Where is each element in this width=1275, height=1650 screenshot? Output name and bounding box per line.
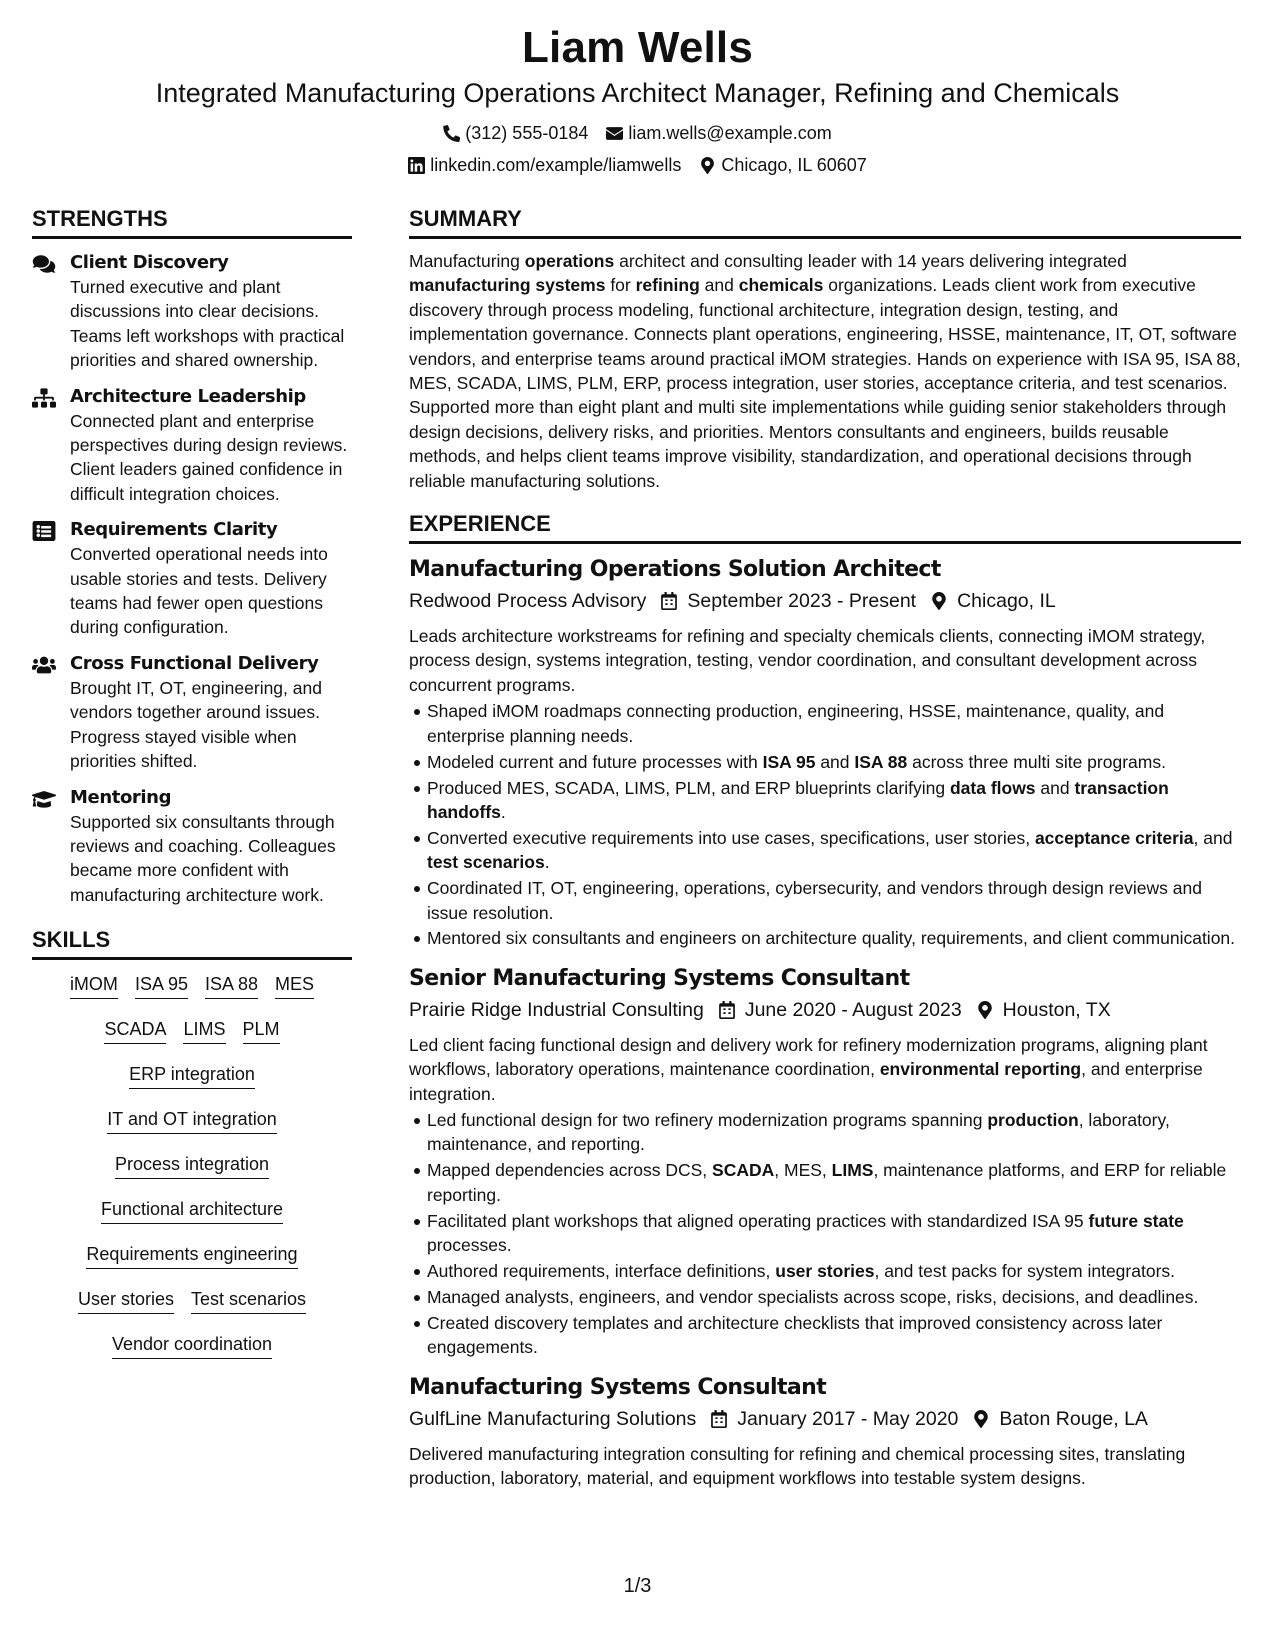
text-run: and bbox=[815, 751, 855, 772]
text-run: Mapped dependencies across DCS, bbox=[427, 1160, 713, 1181]
location-contact bbox=[699, 154, 866, 176]
strength-item bbox=[32, 652, 352, 774]
job-bullets bbox=[409, 699, 1241, 951]
bullet-item bbox=[427, 926, 1241, 950]
job-description bbox=[409, 1442, 1241, 1491]
job-meta bbox=[409, 997, 1241, 1023]
skill-tag: ISA 88 bbox=[205, 972, 258, 999]
bullet-item bbox=[427, 776, 1241, 825]
bullet-item bbox=[427, 1209, 1241, 1258]
emphasis-text: acceptance criteria bbox=[1034, 827, 1194, 848]
skills-list bbox=[32, 972, 352, 1377]
text-run: , laboratory, maintenance, and reporting. bbox=[427, 1110, 1170, 1155]
calendar-icon bbox=[718, 1001, 736, 1019]
skill-tag: User stories bbox=[78, 1287, 174, 1314]
text-run: processes. bbox=[427, 1235, 512, 1256]
skill-tag: Requirements engineering bbox=[86, 1242, 297, 1269]
graduation-cap-icon bbox=[32, 789, 56, 809]
left-column bbox=[32, 204, 352, 1377]
resume-header bbox=[0, 22, 1275, 176]
skill-tag: IT and OT integration bbox=[107, 1107, 276, 1134]
strength-item bbox=[32, 385, 352, 507]
map-marker-icon bbox=[972, 1410, 990, 1428]
text-run: Facilitated plant workshops that aligned operating practices with standardized ISA 95 bbox=[427, 1210, 1089, 1231]
text-run: , MES, bbox=[774, 1160, 832, 1181]
job-meta bbox=[409, 588, 1241, 614]
text-run: Modeled current and future processes with bbox=[427, 751, 763, 772]
job-location: Houston, TX bbox=[1002, 998, 1111, 1021]
candidate-name: Liam Wells bbox=[521, 23, 754, 72]
text-run: , and bbox=[1193, 827, 1233, 848]
strength-title: Requirements Clarity bbox=[70, 519, 278, 541]
skill-row bbox=[32, 1152, 352, 1197]
emphasis-text: future state bbox=[1088, 1210, 1184, 1231]
text-run: organizations. Leads client work from executive discovery through process modeling, functional architecture, integration design, testing, and implementation governance. Connects plant operations, engineering, HSSE, maintenance, IT, OT, software vendors, and enterprise teams around practical iMOM strategies. Hands on experience with ISA 95, ISA 88, MES, SCADA, LIMS, PLM, ERP, process integration, user stories, acceptance criteria, and test scenarios. Supported more than eight plant and multi site implementations while guiding senior stakeholders through design decisions, delivery risks, and priorities. Mentors consultants and engineers, builds reusable methods, and helps client teams improve visibility, standardization, and operational decisions through reliable manufacturing solutions. bbox=[409, 275, 1241, 491]
list-icon bbox=[32, 521, 56, 541]
emphasis-text: chemicals bbox=[738, 275, 824, 296]
job-title: Manufacturing Operations Solution Architect bbox=[409, 557, 941, 583]
skill-tag: Test scenarios bbox=[191, 1287, 306, 1314]
emphasis-text: operations bbox=[524, 251, 615, 271]
job-dates: June 2020 - August 2023 bbox=[744, 998, 962, 1021]
company-name: GulfLine Manufacturing Solutions bbox=[409, 1407, 697, 1430]
location-text: Chicago, IL 60607 bbox=[721, 155, 867, 175]
calendar-icon bbox=[660, 592, 678, 610]
text-run: . bbox=[500, 801, 506, 822]
skill-row bbox=[32, 1107, 352, 1152]
emphasis-text: refining bbox=[635, 275, 700, 296]
skill-row bbox=[32, 1332, 352, 1377]
strength-title: Architecture Leadership bbox=[70, 385, 306, 407]
text-run: Managed analysts, engineers, and vendor specialists across scope, risks, decisions, and deadlines. bbox=[427, 1286, 1199, 1307]
job-entry bbox=[409, 556, 1241, 951]
bullet-item bbox=[427, 699, 1241, 748]
text-run: for bbox=[605, 275, 636, 296]
linkedin-contact[interactable] bbox=[408, 154, 681, 176]
job-location: Chicago, IL bbox=[957, 590, 1056, 613]
skill-row bbox=[32, 1017, 352, 1062]
text-run: Leads architecture workstreams for refining and specialty chemicals clients, connecting iMOM strategy, process design, systems integration, testing, vendor coordination, and consultant development across concurrent programs. bbox=[409, 626, 1206, 695]
text-run: Shaped iMOM roadmaps connecting production, engineering, HSSE, maintenance, quality, and enterprise planning needs. bbox=[427, 701, 1165, 746]
skill-tag: Functional architecture bbox=[101, 1197, 283, 1224]
page-number: 1/3 bbox=[623, 1575, 652, 1597]
contact-row-1 bbox=[0, 122, 1275, 144]
map-marker-icon bbox=[930, 592, 948, 610]
job-entry bbox=[409, 1374, 1241, 1491]
text-run: Created discovery templates and architecture checklists that improved consistency across later engagements. bbox=[427, 1312, 1163, 1358]
strengths-heading: STRENGTHS bbox=[32, 204, 352, 239]
emphasis-text: ISA 88 bbox=[854, 751, 908, 772]
text-run: Authored requirements, interface definitions, bbox=[427, 1261, 776, 1281]
strength-title: Client Discovery bbox=[70, 252, 229, 273]
phone-contact[interactable] bbox=[443, 122, 588, 144]
job-meta bbox=[409, 1406, 1241, 1432]
skill-row bbox=[32, 972, 352, 1017]
strength-desc: Turned executive and plant discussions into clear decisions. Teams left workshops with practical priorities and shared ownership. bbox=[70, 277, 345, 371]
contact-row-2 bbox=[0, 154, 1275, 176]
emphasis-text: SCADA bbox=[712, 1160, 775, 1181]
strength-title: Cross Functional Delivery bbox=[70, 652, 319, 674]
job-title: Senior Manufacturing Systems Consultant bbox=[409, 965, 910, 991]
skill-row bbox=[32, 1242, 352, 1287]
bullet-item bbox=[427, 1108, 1241, 1157]
bullet-item bbox=[427, 1158, 1241, 1207]
emphasis-text: user stories bbox=[775, 1261, 875, 1281]
text-run: and bbox=[1035, 777, 1075, 798]
skill-tag: ERP integration bbox=[129, 1062, 255, 1089]
bullet-item bbox=[427, 1311, 1241, 1360]
strength-title: Mentoring bbox=[70, 786, 172, 808]
skill-row bbox=[32, 1287, 352, 1332]
linkedin-icon bbox=[408, 157, 425, 174]
skill-tag: LIMS bbox=[183, 1017, 225, 1044]
skill-tag: MES bbox=[275, 972, 314, 999]
strength-desc: Converted operational needs into usable stories and tests. Delivery teams had fewer open questions during configuration. bbox=[70, 544, 328, 638]
emphasis-text: test scenarios bbox=[427, 852, 545, 873]
phone-icon bbox=[443, 125, 460, 142]
experience-list bbox=[409, 556, 1241, 1490]
job-bullets bbox=[409, 1108, 1241, 1360]
company-name: Prairie Ridge Industrial Consulting bbox=[409, 998, 704, 1021]
text-run: Manufacturing bbox=[409, 251, 525, 271]
email-contact[interactable] bbox=[606, 122, 831, 144]
skill-row bbox=[32, 1197, 352, 1242]
text-run: Converted executive requirements into use cases, specifications, user stories, bbox=[427, 827, 1035, 848]
skill-tag: ISA 95 bbox=[135, 972, 188, 999]
experience-heading: EXPERIENCE bbox=[409, 509, 1241, 544]
text-run: Led functional design for two refinery modernization programs spanning bbox=[427, 1110, 988, 1131]
bullet-item bbox=[427, 750, 1241, 774]
skill-tag: Vendor coordination bbox=[112, 1332, 272, 1359]
company-name: Redwood Process Advisory bbox=[409, 590, 647, 613]
text-run: Mentored six consultants and engineers on architecture quality, requirements, and client communication. bbox=[427, 928, 1236, 949]
bullet-item bbox=[427, 1285, 1241, 1309]
bullet-item bbox=[427, 876, 1241, 925]
emphasis-text: manufacturing systems bbox=[409, 275, 606, 296]
emphasis-text: environmental reporting bbox=[879, 1059, 1082, 1080]
job-description bbox=[409, 1033, 1241, 1106]
job-title: Manufacturing Systems Consultant bbox=[409, 1374, 827, 1400]
emphasis-text: production bbox=[987, 1110, 1079, 1131]
skill-row bbox=[32, 1062, 352, 1107]
comments-icon bbox=[32, 254, 56, 274]
summary-heading: SUMMARY bbox=[409, 204, 1241, 239]
skill-tag: SCADA bbox=[104, 1017, 166, 1044]
job-dates: September 2023 - Present bbox=[687, 590, 917, 613]
right-column bbox=[409, 204, 1241, 1490]
strength-desc: Connected plant and enterprise perspectives during design reviews. Client leaders gained confidence in difficult integration choices. bbox=[70, 410, 348, 504]
bullet-item bbox=[427, 826, 1241, 875]
envelope-icon bbox=[606, 125, 623, 142]
strength-item bbox=[32, 518, 352, 640]
emphasis-text: data flows bbox=[949, 777, 1036, 798]
text-run: Produced MES, SCADA, LIMS, PLM, and ERP blueprints clarifying bbox=[427, 777, 950, 798]
job-location: Baton Rouge, LA bbox=[999, 1407, 1148, 1430]
text-run: , and test packs for system integrators. bbox=[874, 1261, 1176, 1281]
text-run: Led client facing functional design and delivery work for refinery modernization programs, aligning plant workflows, laboratory operations, maintenance coordination, bbox=[409, 1034, 1208, 1080]
phone-number: (312) 555-0184 bbox=[465, 123, 589, 143]
strength-item bbox=[32, 786, 352, 908]
summary-text bbox=[409, 249, 1241, 493]
job-dates: January 2017 - May 2020 bbox=[737, 1407, 959, 1430]
text-run: Delivered manufacturing integration consulting for refining and chemical processing sites, translating production, laboratory, material, and equipment workflows into testable system designs. bbox=[409, 1443, 1186, 1489]
linkedin-url: linkedin.com/example/liamwells bbox=[430, 155, 682, 175]
bullet-item bbox=[427, 1259, 1241, 1283]
job-description bbox=[409, 624, 1241, 697]
emphasis-text: ISA 95 bbox=[762, 751, 816, 772]
emphasis-text: transaction handoffs bbox=[427, 777, 1169, 822]
skill-tag: PLM bbox=[243, 1017, 280, 1044]
map-marker-icon bbox=[699, 157, 716, 174]
emphasis-text: LIMS bbox=[831, 1160, 874, 1181]
strength-desc: Brought IT, OT, engineering, and vendors together around issues. Progress stayed visible when priorities shifted. bbox=[70, 677, 322, 772]
job-entry bbox=[409, 965, 1241, 1360]
candidate-title: Integrated Manufacturing Operations Architect Manager, Refining and Chemicals bbox=[155, 78, 1120, 108]
map-marker-icon bbox=[976, 1001, 994, 1019]
text-run: across three multi site programs. bbox=[907, 751, 1166, 772]
sitemap-icon bbox=[32, 388, 56, 408]
email-address: liam.wells@example.com bbox=[628, 123, 832, 143]
calendar-icon bbox=[710, 1410, 728, 1428]
strength-desc: Supported six consultants through reviews and coaching. Colleagues became more confident with manufacturing architecture work. bbox=[70, 811, 336, 905]
text-run: . bbox=[544, 852, 550, 873]
skill-tag: Process integration bbox=[115, 1152, 269, 1179]
text-run: Coordinated IT, OT, engineering, operations, cybersecurity, and vendors through design reviews and issue resolution. bbox=[427, 878, 1202, 923]
strengths-list bbox=[32, 251, 352, 907]
text-run: , and enterprise integration. bbox=[409, 1059, 1203, 1104]
text-run: , maintenance platforms, and ERP for reliable reporting. bbox=[427, 1160, 1227, 1205]
skills-heading: SKILLS bbox=[32, 925, 352, 960]
strength-item bbox=[32, 251, 352, 373]
skill-tag: iMOM bbox=[70, 972, 118, 999]
text-run: and bbox=[699, 275, 739, 296]
text-run: architect and consulting leader with 14 years delivering integrated bbox=[614, 251, 1127, 271]
users-icon bbox=[32, 655, 56, 675]
